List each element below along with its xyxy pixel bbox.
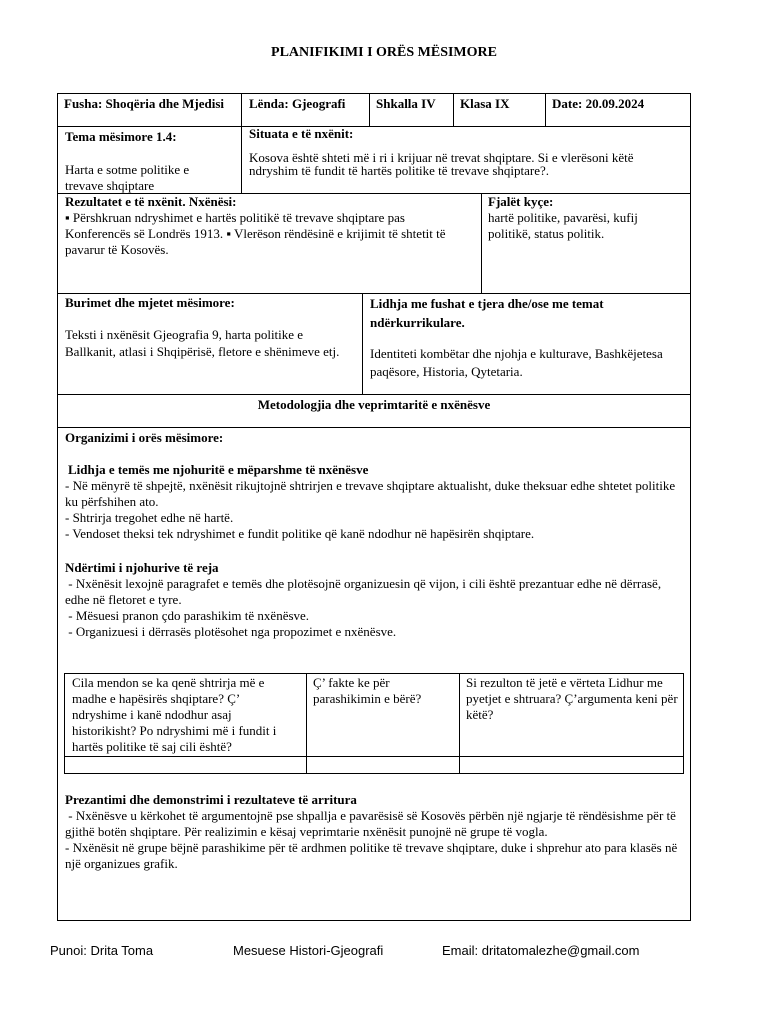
prior-knowledge-line: - Në mënyrë të shpejtë, nxënësit rikujtojnë shtrirjen e trevave shqiptare aktualisht, duke theksuar edhe shtetet politike ku përfshihen ato. <box>65 478 676 509</box>
situation-text: Kosova është shteti më i ri i krijuar në trevat shqiptare. Si e vlerësoni këtë ndryshim të fundit të hartës politike të trevave shqiptare?. <box>249 150 634 178</box>
prior-knowledge-line: - Vendoset theksi tek ndryshimet e fundit politike që kanë ndodhur në hapësirën shqiptare. <box>65 526 535 541</box>
outcomes-label: Rezultatet e të nxënit. Nxënësi: <box>65 194 237 209</box>
organizer-col-1: Cila mendon se ka qenë shtrirja më e madhe e hapësirës shqiptare? Ç’ ndryshime i kanë ndodhur asaj historikisht? Po ndryshimi më i fundit i hartës politike të saj cili është? <box>72 675 277 754</box>
links-text: Identiteti kombëtar dhe njohja e kulturave, Bashkëjetesa paqësore, Historia, Qytetaria. <box>370 346 663 379</box>
topic-text: Harta e sotme politike e trevave shqiptare <box>65 162 190 193</box>
presentation-heading: Prezantimi dhe demonstrimi i rezultateve të arritura <box>65 792 357 807</box>
keywords-text: hartë politike, pavarësi, kufij politikë, status politik. <box>488 210 638 241</box>
subject-field: Fusha: Shoqëria dhe Mjedisi <box>64 96 224 111</box>
situation-label: Situata e të nxënit: <box>249 126 354 141</box>
methodology-heading: Metodologjia dhe veprimtaritë e nxënësve <box>257 397 491 412</box>
page-title: PLANIFIKIMI I ORËS MËSIMORE <box>271 45 497 60</box>
organizer-col-3: Si rezulton të jetë e vërteta Lidhur me pyetjet e shtruara? Ç’argumenta keni për këtë? <box>466 675 678 722</box>
grade-level: Shkalla IV <box>376 96 436 111</box>
topic-label: Tema mësimore 1.4: <box>65 129 177 144</box>
subject-name: Lënda: Gjeografi <box>249 96 346 111</box>
new-knowledge-line: - Nxënësit lexojnë paragrafet e temës dhe plotësojnë organizuesin që vijon, i cili është prezantuar edhe në dërrasë, edhe në fletoret e tyre. <box>65 576 665 607</box>
class-name: Klasa IX <box>460 96 510 111</box>
footer-email: Email: dritatomalezhe@gmail.com <box>442 943 640 958</box>
links-label: Lidhja me fushat e tjera dhe/ose me temat ndërkurrikulare. <box>370 296 604 330</box>
footer-role: Mesuese Histori-Gjeografi <box>233 943 384 958</box>
presentation-line: - Nxënësve u kërkohet të argumentojnë pse shpallja e pavarësisë së Kosovës përbën një ngjarje të rëndësishme për të gjithë botën shqiptare. Për realizimin e kësaj veprimtarie nxënësit punojnë në grupe të vogla. <box>65 808 680 839</box>
lesson-date: Date: 20.09.2024 <box>552 96 645 111</box>
presentation-line: - Nxënësit në grupe bëjnë parashikime për të ardhmen politike të trevave shqiptare, duke i shprehur ato para klasës në një organizues grafik. <box>65 840 678 871</box>
new-knowledge-heading: Ndërtimi i njohurive të reja <box>65 560 219 575</box>
new-knowledge-line: - Mësuesi pranon çdo parashikim të nxënësve. <box>65 608 310 623</box>
resources-text: Teksti i nxënësit Gjeografia 9, harta politike e Ballkanit, atlasi i Shqipërisë, fletore e shënimeve etj. <box>65 327 340 359</box>
prior-knowledge-line: - Shtrirja tregohet edhe në hartë. <box>65 510 234 525</box>
new-knowledge-line: - Organizuesi i dërrasës plotësohet nga propozimet e nxënësve. <box>65 624 397 639</box>
keywords-label: Fjalët kyçe: <box>488 194 554 209</box>
prior-knowledge-section <box>65 462 683 542</box>
footer-author: Punoi: Drita Toma <box>50 943 154 958</box>
organization-heading: Organizimi i orës mësimore: <box>65 430 224 445</box>
resources-label: Burimet dhe mjetet mësimore: <box>65 295 235 310</box>
prior-knowledge-heading: Lidhja e temës me njohuritë e mëparshme të nxënësve <box>68 462 369 477</box>
organizer-col-2: Ç’ fakte ke për parashikimin e bërë? <box>313 675 422 706</box>
outcomes-text: ▪ Përshkruan ndryshimet e hartës politikë të trevave shqiptare pas Konferencës së Londrës 1913. ▪ Vlerëson rëndësinë e krijimit të shtetit të pavarur të Kosovës. <box>65 210 446 257</box>
new-knowledge-section <box>65 560 683 640</box>
presentation-section <box>65 792 683 872</box>
